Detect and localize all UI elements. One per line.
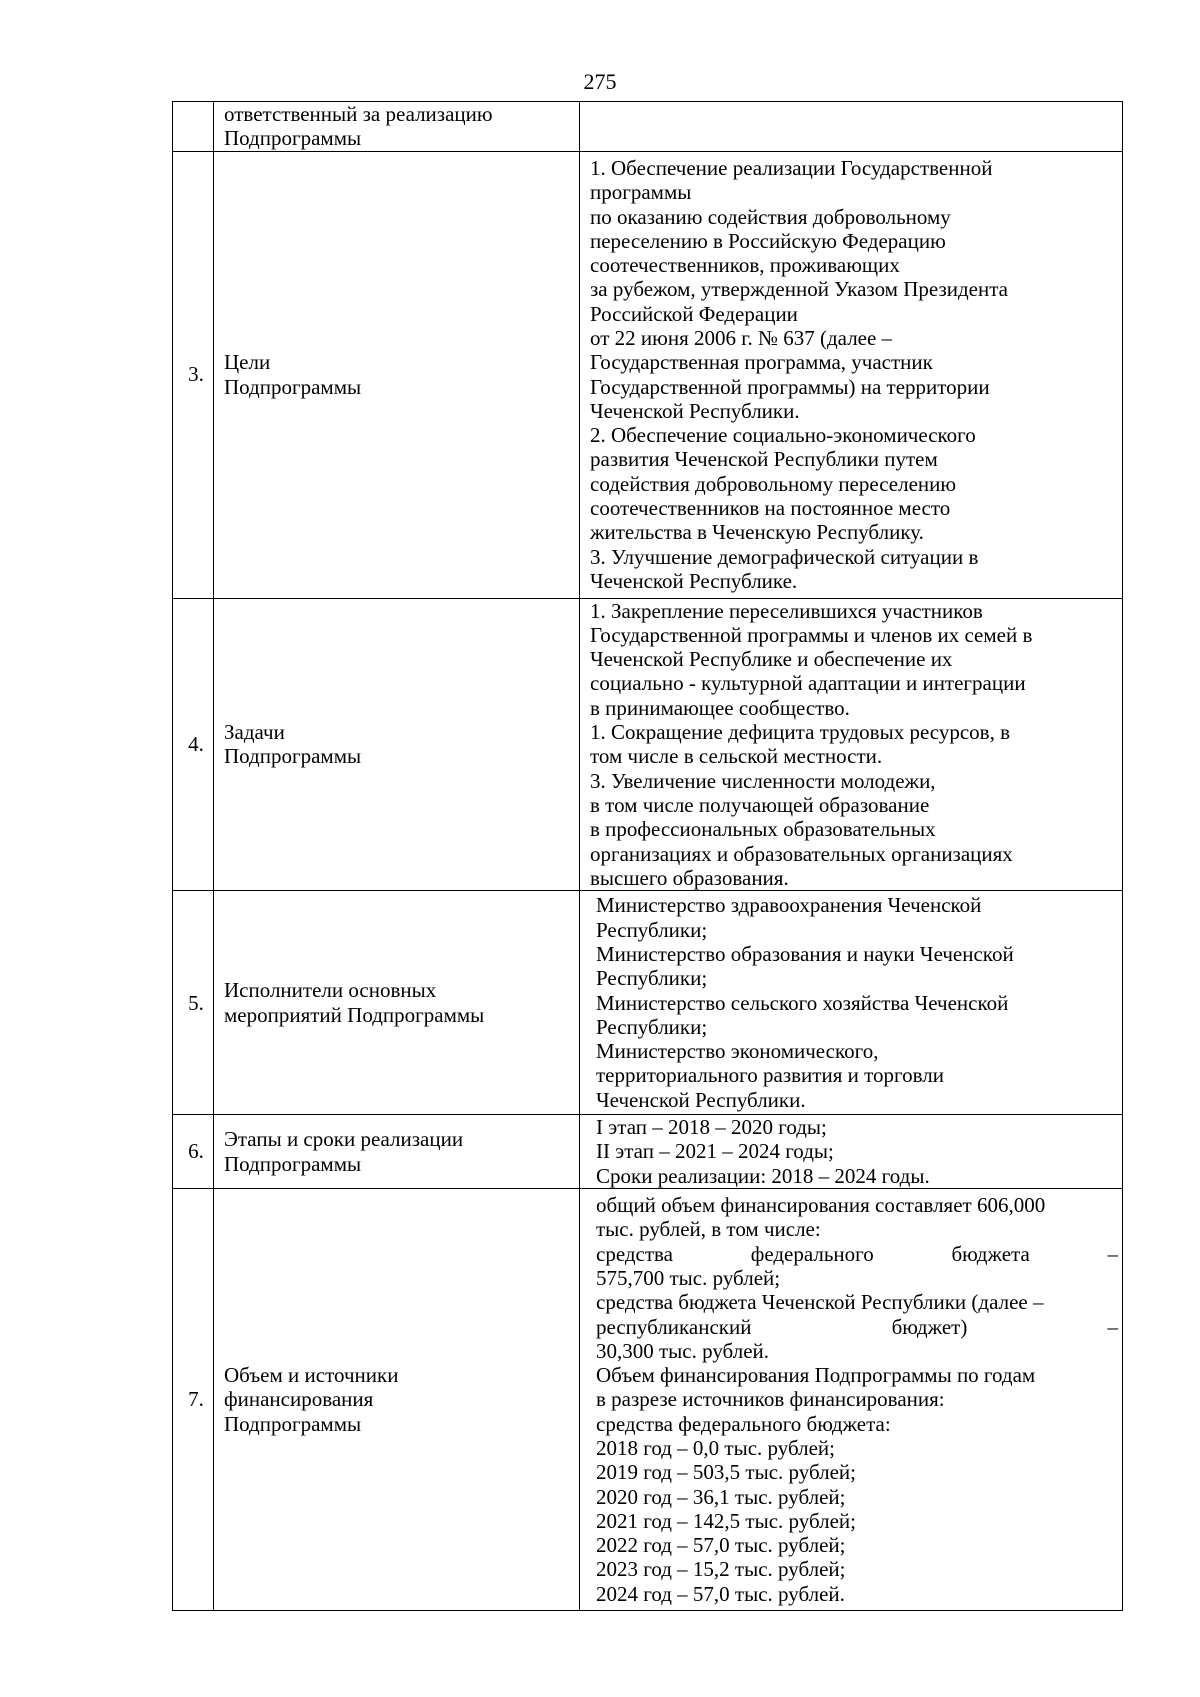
- row-content-line: соотечественников на постоянное место: [590, 496, 951, 521]
- row-content-line: Республики;: [596, 1014, 708, 1039]
- row-content-line: по оказанию содействия добровольному: [590, 204, 951, 229]
- row-content-line: 2018 год – 0,0 тыс. рублей;: [596, 1435, 836, 1460]
- row-number: 7.: [173, 1189, 214, 1611]
- row-content-line: от 22 июня 2006 г. № 637 (далее –: [590, 326, 893, 350]
- row-number: 4.: [173, 598, 214, 891]
- row-content-line: 2023 год – 15,2 тыс. рублей;: [596, 1557, 846, 1582]
- row-content-line: развития Чеченской Республики путем: [590, 447, 938, 472]
- row-name: [214, 1115, 580, 1189]
- row-content-line: Государственной программы и членов их семей в: [590, 622, 1033, 647]
- row-content-line: средства бюджета Чеченской Республики (далее –: [596, 1290, 1044, 1315]
- row-content-line: Российской Федерации: [590, 301, 798, 326]
- row-content-line: Министерство образования и науки Чеченской: [596, 941, 1014, 966]
- row-content-line: 3. Увеличение численности молодежи,: [590, 768, 936, 793]
- row-number: 6.: [173, 1115, 214, 1189]
- row-content-line: общий объем финансирования составляет 606,000: [596, 1193, 1046, 1218]
- row-content-line: 2. Обеспечение социально-экономического: [590, 423, 976, 448]
- row-name-line: Задачи: [224, 720, 285, 745]
- row-content: [580, 598, 1123, 891]
- row-content-line: 2022 год – 57,0 тыс. рублей;: [596, 1533, 846, 1558]
- row-content-line: Государственной программы) на территории: [590, 374, 990, 399]
- row-content-line: Чеченской Республики.: [596, 1087, 806, 1112]
- row-content-line: Республики;: [596, 917, 708, 942]
- row-name-line: финансирования: [224, 1387, 374, 1412]
- row-name: [214, 598, 580, 891]
- row-content-line: Объем финансирования Подпрограммы по годам: [596, 1363, 1036, 1388]
- row-name-line: Объем и источники: [224, 1363, 399, 1388]
- row-content-line: Министерство экономического,: [596, 1039, 879, 1064]
- table-row: [173, 151, 1123, 598]
- row-content-line: Чеченской Республики.: [590, 398, 800, 423]
- row-name-line: Подпрограммы: [224, 126, 362, 151]
- table-body: [173, 102, 1123, 1611]
- row-content-line: 1. Обеспечение реализации Государственной: [590, 155, 993, 180]
- row-content-line: Чеченской Республике.: [590, 568, 798, 593]
- row-content-line: Министерство здравоохранения Чеченской: [596, 893, 982, 918]
- row-content-line: соотечественников, проживающих: [590, 253, 900, 278]
- row-content-line: Государственная программа, участник: [590, 350, 933, 375]
- row-content-line: I этап – 2018 – 2020 годы;: [596, 1115, 827, 1140]
- row-number: 3.: [173, 151, 214, 598]
- row-name-line: Этапы и сроки реализации: [224, 1127, 464, 1152]
- row-name: [214, 1189, 580, 1611]
- row-content-line: Министерство сельского хозяйства Чеченской: [596, 990, 1009, 1015]
- row-number: [173, 102, 214, 152]
- table-row: [173, 1189, 1123, 1611]
- row-number: 5.: [173, 891, 214, 1115]
- row-content-line: в принимающее сообщество.: [590, 695, 850, 720]
- row-content-line: содействия добровольному переселению: [590, 471, 957, 496]
- row-content-line: Чеченской Республике и обеспечение их: [590, 647, 953, 672]
- row-name: [214, 151, 580, 598]
- row-name-line: Подпрограммы: [224, 1151, 362, 1176]
- row-content-line: 575,700 тыс. рублей;: [596, 1265, 781, 1290]
- row-content-line: тыс. рублей, в том числе:: [596, 1217, 821, 1242]
- row-name-line: мероприятий Подпрограммы: [224, 1002, 485, 1027]
- row-name: [214, 102, 580, 152]
- row-content-line: 2020 год – 36,1 тыс. рублей;: [596, 1484, 846, 1509]
- row-name-line: ответственный за реализацию: [224, 102, 493, 126]
- row-content: [580, 1115, 1123, 1189]
- row-name-line: Подпрограммы: [224, 374, 362, 399]
- page-number: 275: [583, 69, 617, 94]
- row-content-line: Республики;: [596, 966, 708, 991]
- row-content: [580, 102, 1123, 152]
- row-name-line: Исполнители основных: [224, 978, 437, 1003]
- row-content-line: Сроки реализации: 2018 – 2024 годы.: [596, 1163, 930, 1188]
- table-row: [173, 598, 1123, 891]
- row-content-line: 30,300 тыс. рублей.: [596, 1338, 770, 1363]
- row-content-line: 2019 год – 503,5 тыс. рублей;: [596, 1460, 857, 1485]
- row-content-line: программы: [590, 180, 692, 205]
- row-content-line: республиканский бюджет) –: [596, 1314, 1118, 1339]
- row-name-line: Подпрограммы: [224, 1411, 362, 1436]
- row-content-line: переселению в Российскую Федерацию: [590, 228, 946, 253]
- row-content-line: том числе в сельской местности.: [590, 744, 883, 769]
- row-content-line: II этап – 2021 – 2024 годы;: [596, 1139, 834, 1164]
- row-content-line: за рубежом, утвержденной Указом Президента: [590, 277, 1009, 302]
- row-name: [214, 891, 580, 1115]
- row-content-line: социально - культурной адаптации и интеграции: [590, 671, 1026, 696]
- row-content-line: в том числе получающей образование: [590, 792, 930, 817]
- table-row: [173, 891, 1123, 1115]
- row-name-line: Цели: [224, 350, 271, 375]
- row-content: [580, 891, 1123, 1115]
- row-content-line: 1. Сокращение дефицита трудовых ресурсов, в: [590, 720, 1010, 745]
- row-name-line: Подпрограммы: [224, 744, 362, 769]
- row-content-line: высшего образования.: [590, 865, 789, 890]
- table-row: [173, 1115, 1123, 1189]
- row-content-line: в разрезе источников финансирования:: [596, 1387, 945, 1412]
- row-content-line: средства федерального бюджета –: [596, 1241, 1118, 1266]
- row-content-line: жительства в Чеченскую Республику.: [590, 520, 924, 545]
- table-row: [173, 102, 1123, 152]
- row-content-line: 1. Закрепление переселившихся участников: [590, 598, 983, 623]
- passport-table: [172, 101, 1123, 1611]
- row-content-line: 3. Улучшение демографической ситуации в: [590, 544, 979, 569]
- row-content: [580, 151, 1123, 598]
- row-content-line: в профессиональных образовательных: [590, 817, 936, 842]
- row-content-line: 2024 год – 57,0 тыс. рублей.: [596, 1581, 845, 1606]
- row-content: [580, 1189, 1123, 1611]
- row-content-line: 2021 год – 142,5 тыс. рублей;: [596, 1508, 857, 1533]
- row-content-line: средства федерального бюджета:: [596, 1411, 891, 1436]
- row-content-line: организациях и образовательных организациях: [590, 841, 1013, 866]
- row-content-line: территориального развития и торговли: [596, 1063, 944, 1088]
